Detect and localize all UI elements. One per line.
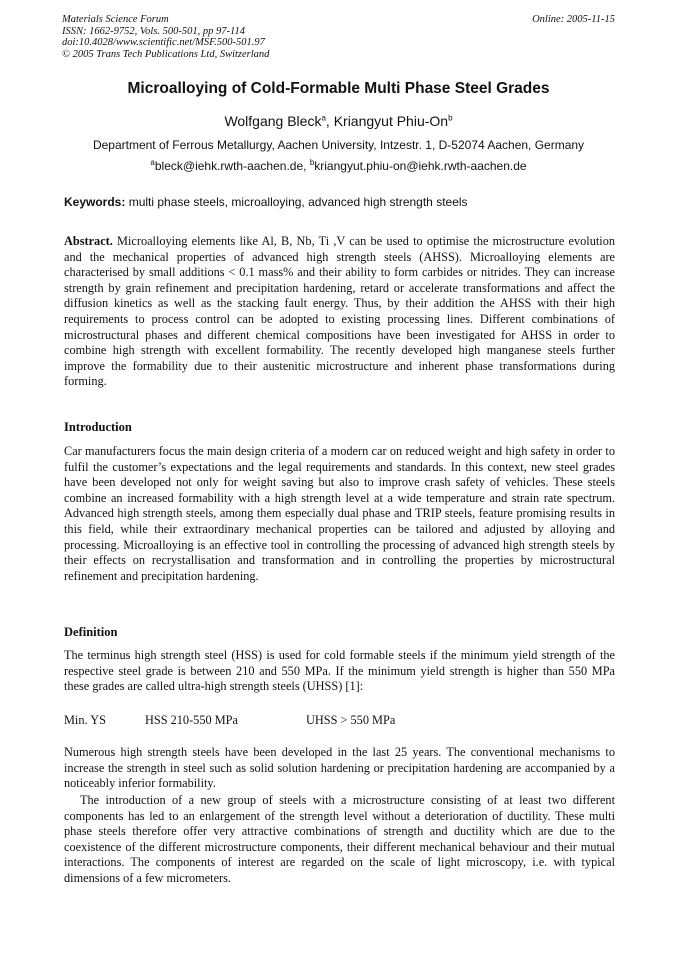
definition-paragraph: The introduction of a new group of steels with a microstructure consisting of at least two different components has led to an enlargement of the strength level without a deterioration of ductility. These multi phase steels therefore offer very attractive combinations of strength and ductility which are due to the coexistence of the different microstructure components, their different mechanical behaviour and their mutual interactions. The components of interest are regarded on the scale of light microscopy, i.e. with typical dimensions of a few micrometers. (64, 793, 615, 885)
author-separator: , (325, 113, 334, 129)
abstract (64, 234, 615, 390)
keywords-text: multi phase steels, microalloying, advanced high strength steels (125, 195, 468, 209)
doi-line: doi:10.4028/www.scientific.net/MSF.500-501.97 (62, 37, 265, 48)
author-affil-mark: a (321, 113, 326, 123)
paper-title: Microalloying of Cold-Formable Multi Phase Steel Grades (127, 80, 550, 97)
email-mark: b (309, 158, 315, 167)
keywords-label: Keywords: (64, 195, 126, 209)
abstract-text: Microalloying elements like Al, B, Nb, Ti ,V can be used to optimise the microstructure evolution and the mechanical properties of advanced high strength steels (AHSS). Microalloying elements are characterised by small additions < 0.1 mass% and their ability to form carbides or nitrides. They can increase strength by grain refinement and precipitation hardening, retard or accelerate transformations and affect the diffusion kinetics as well as the stacking fault energy. Thus, by their addition the AHSS with their high requirements to process control can be adopted to existing processing lines. Different combinations of microstructural phases and different chemical compositions have been investigated for AHSS in order to combine high strength with excellent formability. The recently developed high manganese steels further improve the formability due to their austenitic microstructure and inherent phase transformations during forming. (64, 234, 615, 389)
author-list (62, 113, 615, 129)
abstract-label: Abstract. (64, 234, 113, 248)
copyright-line: © 2005 Trans Tech Publications Ltd, Switzerland (62, 48, 270, 60)
section-heading-definition: Definition (64, 625, 118, 639)
section-heading-introduction: Introduction (64, 420, 132, 434)
journal-name: Materials Science Forum (62, 14, 169, 25)
journal-header (62, 14, 615, 60)
author-name: Kriangyut Phiu-On (333, 113, 449, 129)
uhss-range: UHSS > 550 MPa (306, 713, 396, 727)
author-emails (62, 159, 615, 173)
keywords (64, 195, 615, 209)
affiliation: Department of Ferrous Metallurgy, Aachen University, Intzestr. 1, D-52074 Aachen, Germany (92, 138, 585, 152)
author-name: Wolfgang Bleck (224, 113, 322, 129)
definition-paragraph: The terminus high strength steel (HSS) is used for cold formable steels if the minimum yield strength of the respective steel grade is between 210 and 550 MPa. If the minimum yield strength is higher than 550 MPa these grades are called ultra-high strength steels (UHSS) [1]: (64, 648, 615, 694)
author-affil-mark: b (448, 113, 453, 123)
email-address: bleck@iehk.rwth-aachen.de, (154, 159, 310, 173)
min-ys-label: Min. YS (64, 713, 106, 727)
online-date: Online: 2005-11-15 (532, 14, 615, 25)
hss-range: HSS 210-550 MPa (145, 713, 238, 727)
definition-paragraph: Numerous high strength steels have been developed in the last 25 years. The conventional mechanisms to increase the strength in steel such as solid solution hardening or precipitation hardening are accompanied by a noticeably inferior formability. (64, 745, 615, 791)
issn-line: ISSN: 1662-9752, Vols. 500-501, pp 97-114 (62, 25, 245, 37)
introduction-text: Car manufacturers focus the main design criteria of a modern car on reduced weight and high safety in order to fulfil the customer’s expectations and the legal requirements and standards. In this context, new steel grades have been developed not only for weight saving but also to improve crash safety of vehicles. These steels combine an increased formability with a high strength level at a wide temperature and strain rate spectrum. Advanced high strength steels, among them especially dual phase and TRIP steels, feature promising results in this field, while their extraordinary mechanical properties can be tailored and adjusted by alloying and processing. Microalloying is an effective tool in controlling the processing of advanced high strength steels by their effects on recrystallisation and transformation and in controlling the properties by microstructural refinement and precipitation hardening. (64, 444, 615, 583)
email-mark: a (150, 158, 155, 167)
email-address: kriangyut.phiu-on@iehk.rwth-aachen.de (314, 159, 527, 173)
